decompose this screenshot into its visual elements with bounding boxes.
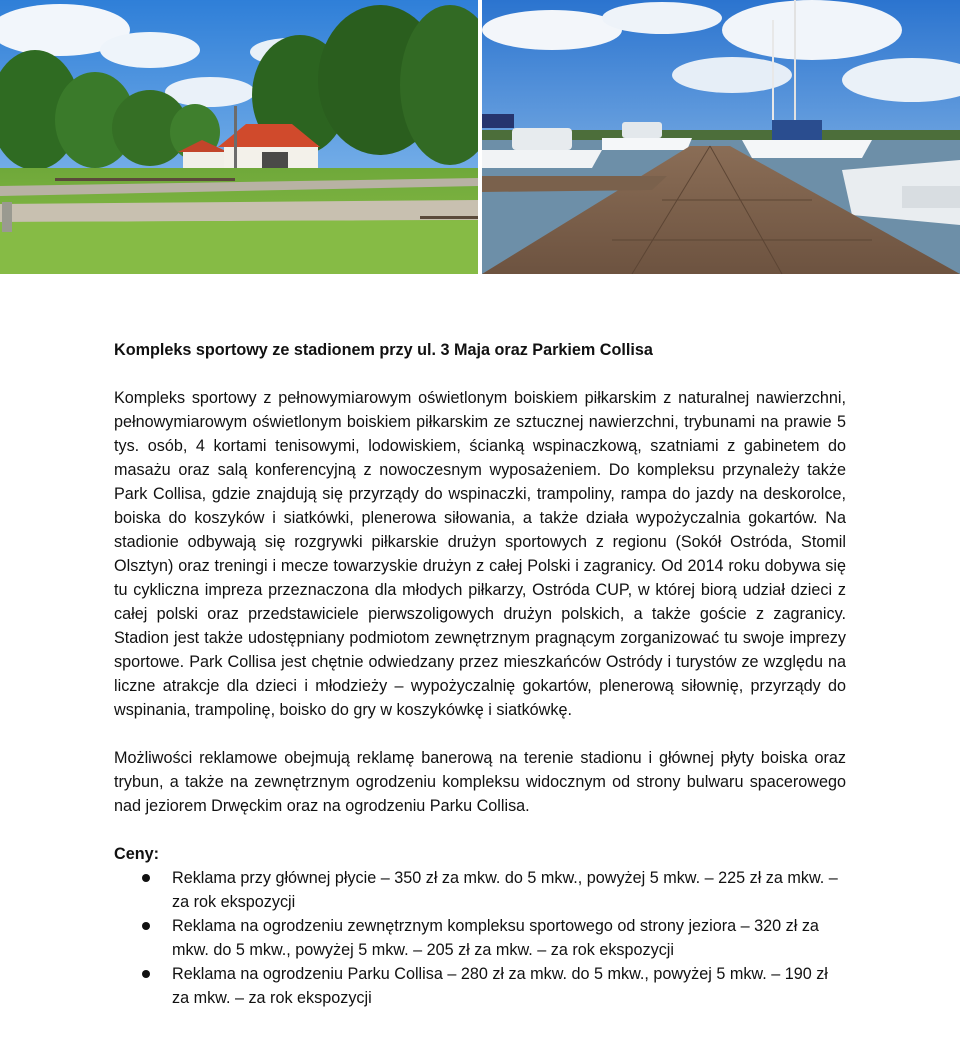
prices-heading: Ceny:: [114, 845, 159, 863]
price-item: [114, 866, 846, 914]
price-item: [114, 962, 846, 1010]
advertising-paragraph: Możliwości reklamowe obejmują reklamę banerową na terenie stadionu i głównej płyty boiska oraz trybun, a także na zewnętrznym ogrodzeniu kompleksu widocznym od strony bulwaru spacerowego nad jeziorem Drwęckim oraz na ogrodzeniu Parku Collisa.: [114, 749, 846, 815]
price-item-text: Reklama przy głównej płycie – 350 zł za mkw. do 5 mkw., powyżej 5 mkw. – 225 zł za mkw. – za rok ekspozycji: [172, 869, 838, 911]
article-title: Kompleks sportowy ze stadionem przy ul. 3 Maja oraz Parkiem Collisa: [114, 341, 653, 359]
price-item-text: Reklama na ogrodzeniu Parku Collisa – 280 zł za mkw. do 5 mkw., powyżej 5 mkw. – 190 zł za mkw. – za rok ekspozycji: [172, 965, 828, 1007]
bullet-icon: [142, 970, 150, 978]
price-item-text: Reklama na ogrodzeniu zewnętrznym kompleksu sportowego od strony jeziora – 320 zł za mkw. do 5 mkw., powyżej 5 mkw. – 205 zł za mkw. – za rok ekspozycji: [172, 917, 819, 959]
bullet-icon: [142, 922, 150, 930]
marina-pier-photo: [482, 0, 960, 274]
prices-list: [114, 866, 846, 1010]
description-paragraph: Kompleks sportowy z pełnowymiarowym oświetlonym boiskiem piłkarskim z naturalnej nawierzchni, pełnowymiarowym oświetlonym boiskiem piłkarskim ze sztucznej nawierzchni, trybunami na prawie 5 tys. osób, 4 kortami tenisowymi, lodowiskiem, ścianką wspinaczkową, szatniami z gabinetem do masażu oraz salą konferencyjną z nowoczesnym wyposażeniem. Do kompleksu przynależy także Park Collisa, gdzie znajdują się przyrządy do wspinaczki, trampoliny, rampa do jazdy na deskorolce, boiska do koszyków i siatkówki, plenerowa siłowania, a także działa wypożyczalnia gokartów. Na stadionie odbywają się rozgrywki piłkarskie drużyn sportowych z regionu (Sokół Ostróda, Stomil Olsztyn) oraz treningi i mecze towarzyskie drużyn z całej Polski i zagranicy. Od 2014 roku dobywa się tu cykliczna impreza przeznaczona dla młodych piłkarzy, Ostróda CUP, w której biorą udział dzieci z całej polski oraz przedstawiciele pierwszoligowych drużyn polskich, a także goście z zagranicy. Stadion jest także udostępniany podmiotom zewnętrznym pragnącym zorganizować tu swoje imprezy sportowe. Park Collisa jest chętnie odwiedzany przez mieszkańców Ostródy i turystów ze względu na liczne atrakcje dla dzieci i młodzieży – wypożyczalnię gokartów, plenerową siłownię, przyrządy do wspinania, trampolinę, boisko do gry w koszykówkę i siatkówkę.: [114, 389, 846, 719]
bullet-icon: [142, 874, 150, 882]
park-photo: [0, 0, 478, 274]
photo-strip: [0, 0, 960, 274]
price-item: [114, 914, 846, 962]
article: [114, 338, 846, 1010]
